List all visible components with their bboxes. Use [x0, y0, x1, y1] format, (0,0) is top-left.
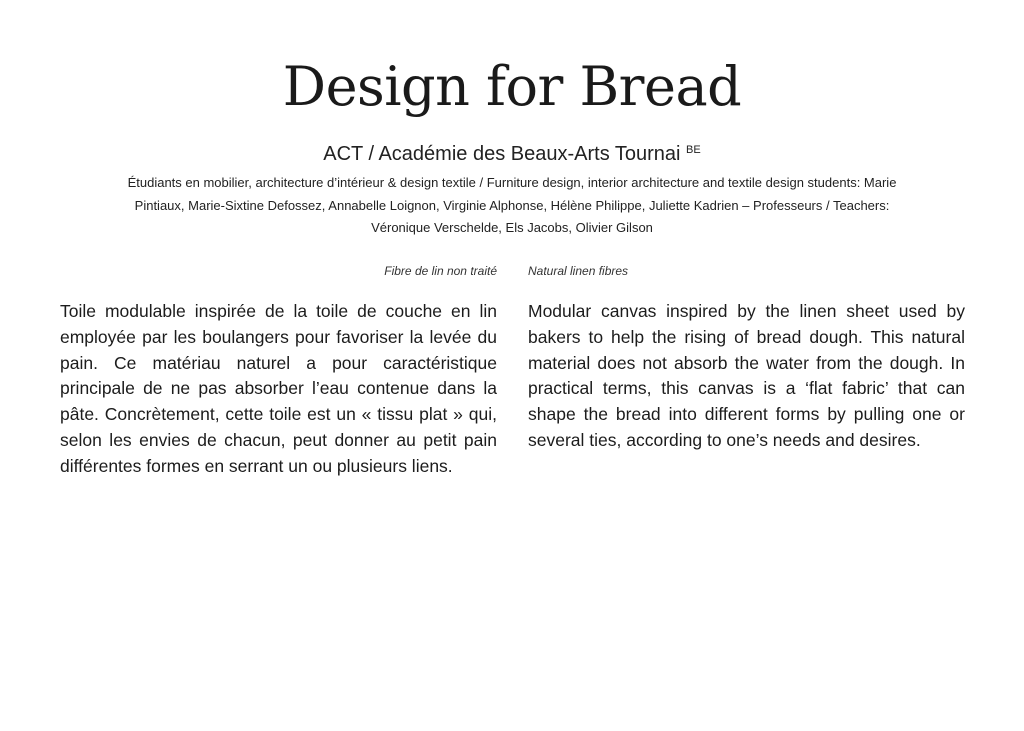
institution-name: ACT / Académie des Beaux-Arts Tournai: [323, 143, 681, 165]
body-text-french: Toile modulable inspirée de la toile de couche en lin employée par les boulangers pour favoriser la levée du pain. Ce matériau naturel a pour caractéristique principale de ne pas absorber l’eau contenue dans la pâte. Concrètement, cette toile est un « tissu plat » qui, selon les envies de chacun, peut donner au petit pain différentes formes en serrant un ou plusieurs liens.: [60, 301, 497, 476]
caption-english: Natural linen fibres: [528, 264, 629, 278]
country-code: BE: [686, 144, 701, 156]
body-text-english: Modular canvas inspired by the linen sheet used by bakers to help the rising of bread dough. This natural material does not absorb the water from the dough. In practical terms, this canvas is a ‘flat fabric’ that can shape the bread into different forms by pulling one or several ties, according to one’s needs and desires.: [528, 301, 965, 450]
institution-heading: [0, 140, 1024, 168]
page-title: Design for Bread: [282, 55, 742, 118]
credits-text: Étudiants en mobilier, architecture d’intérieur & design textile / Furniture design, interior architecture and textile design students: Marie Pintiaux, Marie-Sixtine Defossez, Annabelle Loignon, Virginie Alphonse, Hélène Philippe, Juliette Kadrien – Professeurs / Teachers: Véronique Verschelde, Els Jacobs, Olivier Gilson: [127, 175, 897, 235]
caption-french: Fibre de lin non traité: [384, 264, 497, 278]
